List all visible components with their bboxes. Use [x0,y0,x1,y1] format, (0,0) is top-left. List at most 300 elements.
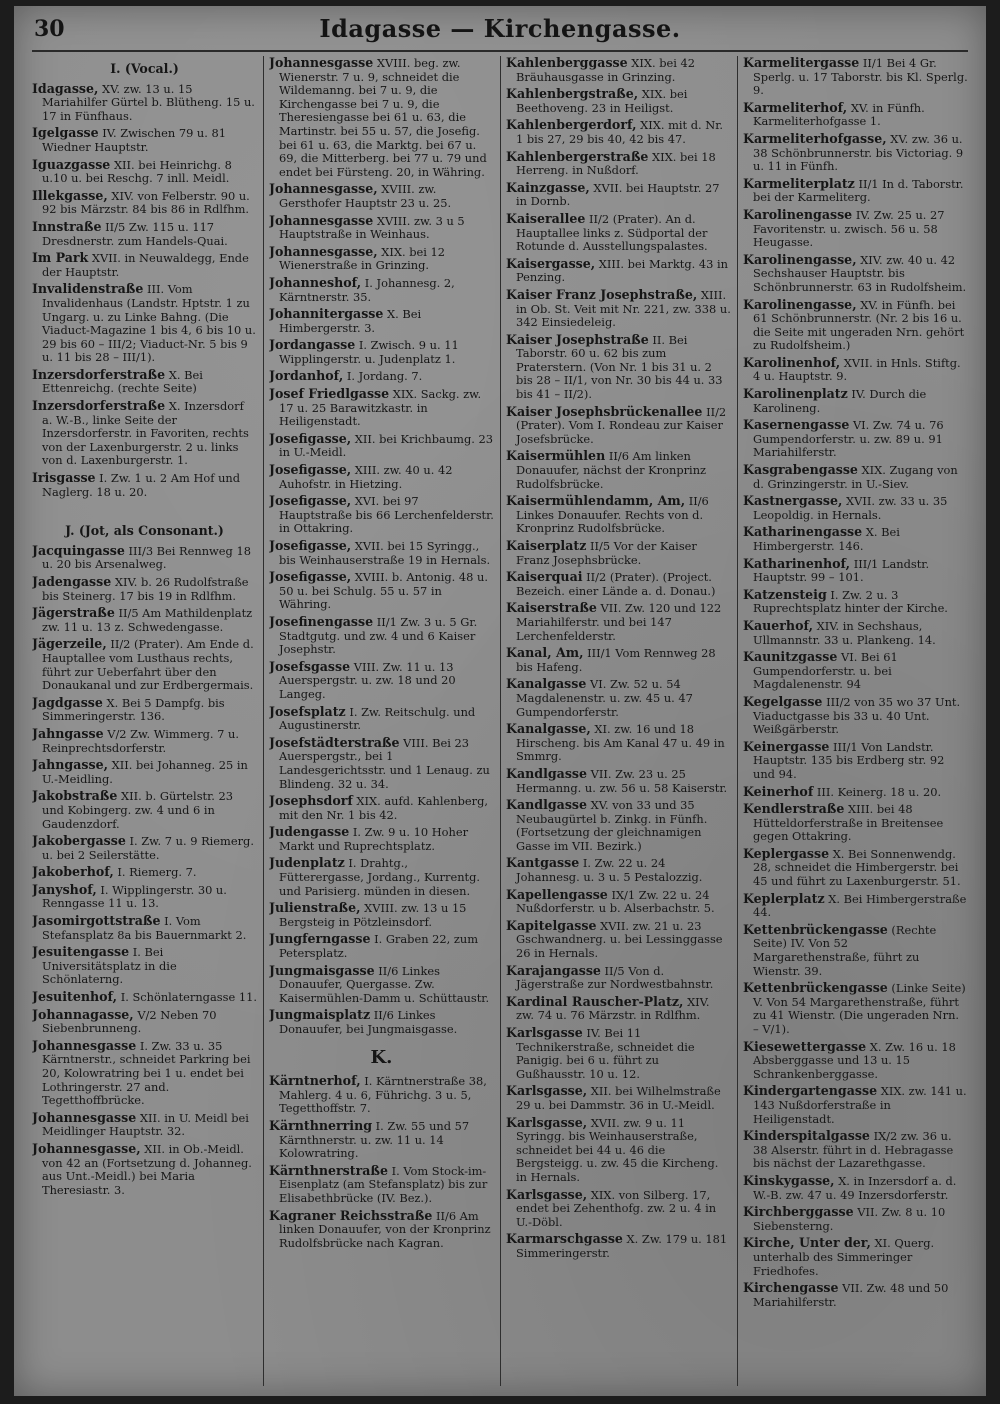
street-description: XV. in Fünfh. bei 61 Schönbrunnerstr. (Nr. 2 bis 16 u. die Seite mit ungeraden Nrn. gehört zu Rudolfsheim.) [753,297,965,353]
street-description: VII. Zw. 8 u. 10 Siebensterng. [753,1205,946,1233]
column-divider [263,56,264,1386]
street-description: X. Zw. 179 u. 181 Simmeringerstr. [516,1232,728,1260]
street-name: Johannesgasse [32,1109,137,1125]
street-description: XIX. mit d. Nr. 1 bis 27, 29 bis 40, 42 bis 47. [516,118,724,146]
street-name: Johannesgasse, [269,181,378,197]
street-name: Jesuitenhof, [32,989,118,1005]
street-description: VI. Zw. 52 u. 54 Magdalenenstr. u. zw. 45 u. 47 Gumpendorferstr. [516,677,693,719]
directory-entry [743,1205,968,1233]
street-name: Inzersdorferstraße [32,366,166,382]
directory-entry [269,182,494,210]
street-name: Kainzgasse, [506,179,590,195]
street-description: XII. bei Wilhelmstraße 29 u. bei Dammstr. 36 in U.-Meidl. [516,1084,721,1112]
street-name: Kahlenbergerstraße [506,148,649,164]
directory-entry [743,387,968,415]
street-description: XIV. in Sechshaus, Ullmannstr. 33 u. Plankeng. 14. [753,618,936,647]
street-description: II. Bei Taborstr. 60 u. 62 bis zum Praterstern. (Von Nr. 1 bis 31 u. 2 bis 28 – II/1, von Nr. 30 bis 44 u. 33 bis 41 – II/2). [516,332,723,402]
directory-entry [506,677,731,719]
street-description: II/2 (Prater). Am Ende d. Hauptallee vom Lusthaus rechts, führt zur Ueberfahrt über den Donaukanal und zur Erdbergermais. [42,637,254,693]
street-description: XV. zw. 36 u. 38 Schönbrunnerstr. bis Victoriag. 9 u. 11 in Fünfh. [753,131,964,174]
street-description: VIII. Bei 23 Auerspergstr., bei 1 Landesgerichtsstr. und 1 Lenaug. zu Blindeng. 32 u. 34. [279,735,490,791]
street-description: II/6 Linkes Donauufer, Quergasse. Zw. Kaisermühlen-Damm u. Schüttaustr. [279,963,490,1005]
street-description: XII. bei Heinrichg. 8 u.10 u. bei Reschg. 7 inll. Meidl. [42,157,232,186]
street-name: Kaiserquai [506,569,583,585]
street-description: VII. Zw. 120 und 122 Mariahilferstr. und bei 147 Lerchenfelderstr. [516,601,722,643]
street-description: (Rechte Seite) IV. Von 52 Margarethenstraße, führt zu Wienstr. 39. [753,922,937,978]
street-name: Karlsgasse, [506,1186,588,1202]
directory-entry [269,245,494,273]
street-name: Kahlenbergstraße, [506,86,639,102]
street-name: Karolinengasse [743,206,853,222]
street-description: X. Bei Himbergerstraße 44. [753,891,967,920]
directory-entry [269,705,494,733]
street-description: XVII. zw. 21 u. 23 Gschwandnerg. u. bei Lessinggasse 26 in Hernals. [516,918,723,961]
scanned-page [14,6,986,1396]
street-description: II/2 (Prater). Vom I. Rondeau zur Kaiser Josefsbrücke. [516,404,727,446]
page-header [14,12,986,50]
street-name: Iguazgasse [32,156,111,172]
directory-entry [269,615,494,657]
street-name: Josefstädterstraße [269,734,400,750]
street-name: Jadengasse [32,574,112,589]
street-name: Kauerhof, [743,617,813,633]
street-name: Johannesgasse, [269,243,378,259]
street-description: I. Zw. 7 u. 9 Riemerg. u. bei 2 Seilerstätte. [42,834,254,862]
street-description: X. Bei Himbergerstr. 3. [279,307,422,335]
street-description: XIX. zw. 141 u. 143 Nußdorferstraße in Heiligenstadt. [753,1084,967,1126]
directory-entry [506,722,731,764]
directory-entry [32,1111,257,1139]
street-name: Judenplatz [269,855,345,871]
street-description: VI. Zw. 74 u. 76 Gumpendorferstr. u. zw. 89 u. 91 Mariahilferstr. [753,418,944,460]
street-description: II/5 Am Mathildenplatz zw. 11 u. 13 z. Schwedengasse. [42,606,253,634]
street-name: Kettenbrückengasse [743,921,888,937]
street-description: VII. Zw. 23 u. 25 Hermanng. u. zw. 56 u. 58 Kaiserstr. [516,766,728,795]
directory-entry [269,276,494,304]
street-description: XV. von 33 und 35 Neubaugürtel b. Zinkg. in Fünfh. (Fortsetzung der gleichnamigen Gasse im VII. Bezirk.) [516,798,708,853]
street-description: I. Zwisch. 9 u. 11 Wipplingerstr. u. Judenplatz 1. [279,338,459,366]
directory-entry [32,834,257,862]
street-name: Irisgasse [32,470,96,486]
street-name: Karmarschgasse [506,1231,623,1247]
street-description: II/5 Zw. 115 u. 117 Dresdnerstr. zum Handels-Quai. [42,219,228,248]
street-name: Jordanhof, [269,368,344,384]
directory-entry [32,220,257,248]
directory-entry [506,405,731,447]
street-description: II/6 Linkes Donauufer, bei Jungmaisgasse. [279,1008,458,1036]
street-description: XIX. bei 12 Wienerstraße in Grinzing. [279,244,446,273]
street-name: Kaiser Franz Josephstraße, [506,286,698,302]
street-description: XIV. b. 26 Rudolfstraße bis Steinerg. 17 bis 19 in Rdlfhm. [42,575,249,603]
street-name: Karmeliterhofgasse, [743,130,887,146]
directory-entry [743,56,968,98]
street-name: Kaiser Josephstraße [506,331,649,347]
directory-entry [743,101,968,129]
street-name: Kahlenbergerdorf, [506,117,637,133]
street-description: IV. Zw. 25 u. 27 Favoritenstr. u. zwisch. 56 u. 58 Heugasse. [753,207,945,250]
street-description: XV. zw. 13 u. 15 Mariahilfer Gürtel b. Blütheng. 15 u. 17 in Fünfhaus. [42,81,255,123]
directory-entry [743,132,968,174]
street-description: XII. in U. Meidl bei Meidlinger Hauptstr. 32. [42,1110,249,1139]
directory-entry [743,208,968,250]
street-name: Keplerplatz [743,890,825,906]
street-name: Kaiserplatz [506,538,587,553]
street-name: Karmelitergasse [743,56,860,70]
column-divider [737,56,738,1386]
directory-entry [269,1209,494,1251]
directory-entry [743,695,968,737]
street-name: Josefigasse, [269,462,352,478]
street-description: XVIII. zw. Gersthofer Hauptstr 23 u. 25. [279,182,452,210]
directory-entry [743,418,968,460]
street-name: Kanalgasse [506,676,587,692]
street-name: Kanal, Am, [506,645,584,661]
directory-entry [506,798,731,853]
street-name: Janyshof, [32,881,97,897]
street-description: I. Zw. 55 und 57 Kärnthnerstr. u. zw. 11 u. 14 Kolowratring. [279,1118,470,1161]
street-description: XVII. in Hnls. Stiftg. 4 u. Hauptstr. 9. [753,355,961,384]
street-name: Karmeliterplatz [743,175,855,191]
street-name: Jägerzeile, [32,636,107,652]
street-name: Karajangasse [506,962,601,978]
directory-entry [32,789,257,831]
street-name: Kandlgasse [506,765,588,781]
street-name: Jahngasse [32,725,104,741]
street-description: II/5 Von d. Jägerstraße zur Nordwestbahnstr. [516,963,714,992]
street-name: Jägerstraße [32,605,115,621]
street-description: I. Zw. 22 u. 24 Johannesg. u. 3 u. 5 Pestalozzig. [516,856,703,885]
street-name: Jungmaisplatz [269,1007,371,1023]
street-description: I. Jordang. 7. [343,369,423,384]
street-name: Josephsdorf [269,793,353,809]
street-name: Josefigasse, [269,538,352,553]
street-description: III/1 Vom Rennweg 28 bis Hafeng. [516,646,716,674]
street-name: Igelgasse [32,125,99,141]
directory-entry [743,177,968,205]
street-description: XII. in Ob.-Meidl. von 42 an (Fortsetzung d. Johanneg. aus Unt.-Meidl.) bei Maria Theresiastr. 3. [42,1141,252,1197]
directory-entry [743,525,968,553]
directory-entry [743,802,968,844]
street-description: IX/2 zw. 36 u. 38 Alserstr. führt in d. Hebragasse bis nächst der Lazarethgasse. [753,1129,954,1171]
street-description: XII. b. Gürtelstr. 23 und Kobingerg. zw. 4 und 6 in Gaudenzdorf. [42,789,234,831]
directory-entry [269,432,494,460]
street-description: X. Bei 5 Dampfg. bis Simmeringerstr. 136. [42,695,225,724]
street-name: Karolinenhof, [743,354,841,370]
spacer [32,502,257,518]
section-heading: J. (Jot, als Consonant.) [65,523,224,539]
street-name: Keinerhof [743,783,814,799]
street-description: XIX. von Silberg. 17, endet bei Zehenthofg. zw. 2 u. 4 in U.-Döbl. [516,1187,717,1229]
street-name: Jordangasse [269,337,356,353]
street-name: Josef Friedlgasse [269,386,390,402]
street-description: I. Bei Universitätsplatz in die Schönlaterng. [42,945,177,987]
street-description: XIX. Sackg. zw. 17 u. 25 Barawitzkastr. in Heiligenstadt. [279,387,482,429]
directory-entry [506,919,731,961]
directory-entry [506,1232,731,1260]
directory-entry [32,544,257,572]
street-description: II/2 (Prater). (Project. Bezeich. einer Lände a. d. Donau.) [516,570,716,598]
street-name: Kinskygasse, [743,1172,835,1188]
directory-entry [269,901,494,929]
directory-entry [32,368,257,396]
directory-entry [269,1164,494,1206]
directory-entry [269,539,494,567]
directory-entry [32,637,257,692]
street-description: II/1 Bei 4 Gr. Sperlg. u. 17 Taborstr. bis Kl. Sperlg. 9. [753,56,968,98]
directory-entry [32,883,257,911]
directory-entry [269,494,494,536]
directory-entry [506,118,731,146]
directory-entry [743,1174,968,1202]
directory-entry [506,181,731,209]
directory-entry [269,1008,494,1036]
street-description: II/5 Vor der Kaiser Franz Josephsbrücke. [516,539,697,567]
street-name: Johannesgasse [32,1037,137,1053]
street-description: XII. bei Johanneg. 25 in U.-Meidling. [42,758,248,786]
directory-entry [32,1039,257,1108]
page-number: 30 [34,16,65,42]
directory-entry [506,570,731,598]
directory-entry [506,995,731,1023]
street-description: III. Vom Invalidenhaus (Landstr. Hptstr. 1 zu Ungarg. u. zu Linke Bahng. (Die Viaduct-Magazine 1 bis 4, 6 bis 10 u. 29 bis 60 – III/2; Viaduct-Nr. 5 bis 9 u. 11 bis 28 – III/1). [42,282,256,365]
street-name: Jesuitengasse [32,944,130,960]
directory-entry [32,1008,257,1036]
street-name: Kaiser Josephsbrückenallee [506,403,703,419]
directory-entry [32,575,257,603]
directory-entry [32,158,257,186]
directory-entry [743,557,968,585]
street-description: III/3 Bei Rennweg 18 u. 20 bis Arsenalweg. [42,543,251,572]
street-description: XVII. zw. 9 u. 11 Syringg. bis Weinhauserstraße, schneidet bei 44 u. 46 die Bergsteigg. u. zw. 45 die Kircheng. in Hernals. [516,1115,719,1184]
directory-entry [506,646,731,674]
column-2 [269,56,494,1386]
directory-columns [32,56,968,1388]
street-description: XIII. bei 48 Hütteldorferstraße in Breitensee gegen Ottakring. [753,802,944,844]
column-4 [743,56,968,1386]
street-name: Jagdgasse [32,694,103,710]
street-name: Kapellengasse [506,886,608,902]
street-name: Katharinengasse [743,524,863,540]
street-description: XI. Querg. unterhalb des Simmeringer Friedhofes. [753,1236,935,1278]
street-name: Johannesgasse [269,212,374,228]
street-description: II/6 Linkes Donauufer. Rechts von d. Kronprinz Rudolfsbrücke. [516,494,709,536]
street-name: Jungferngasse [269,931,371,947]
street-description: I. Zw. 1 u. 2 Am Hof und Naglerg. 18 u. 20. [42,471,241,499]
street-name: Kärnthnerring [269,1117,373,1133]
street-name: Illekgasse, [32,187,108,203]
street-name: Johannesgasse [269,56,374,70]
directory-entry [506,601,731,643]
street-description: XIV. von Felberstr. 90 u. 92 bis Märzstr. 84 bis 86 in Rdlfhm. [42,188,250,217]
directory-entry [32,82,257,124]
street-name: Kaisergasse, [506,255,596,271]
directory-entry [32,727,257,755]
street-description: XVIII. beg. zw. Wienerstr. 7 u. 9, schneidet die Wildemanng. bei 7 u. 9, die Kirchengasse bei 7 u. 9, die Theresiengasse bei 61 u. 63, die Martinstr. bei 55 u. 57, die Josefig. bei 61 u. 63, die Marktg. bei 67 u. 69, die Mitterberg. bei 77 u. 79 und endet bei Fürsteng. 20, in Währing. [279,56,487,179]
directory-entry [32,1142,257,1197]
street-description: XVIII. zw. 13 u 15 Bergsteig in Pötzleinsdorf. [279,901,467,929]
street-name: Kirchberggasse [743,1204,854,1220]
directory-entry [269,369,494,384]
street-description: XIX. bei Beethoveng. 23 in Heiligst. [516,87,688,115]
directory-entry [743,847,968,889]
street-name: Kasernengasse [743,417,850,433]
street-description: XIX. aufd. Kahlenberg, mit den Nr. 1 bis 42. [279,794,488,822]
directory-entry [506,856,731,884]
street-description: XIX. Zugang von d. Grinzingerstr. in U.-Siev. [753,463,958,491]
street-description: I. Drahtg., Fütterergasse, Jordang., Kurrentg. und Parisierg. münden in diesen. [279,856,481,898]
street-name: Kärnthnerstraße [269,1162,388,1178]
street-description: XVIII. zw. 3 u 5 Hauptstraße in Weinhaus. [279,213,465,242]
directory-entry [32,606,257,634]
directory-entry [743,923,968,978]
street-description: I. Vom Stock-im-Eisenplatz (am Stefansplatz) bis zur Elisabethbrücke (IV. Bez.). [279,1163,488,1205]
street-description: X. Bei Himbergerstr. 146. [753,525,900,553]
directory-entry [269,387,494,429]
street-description: XII. bei Krichbaumg. 23 in U.-Meidl. [279,431,493,460]
street-name: Karolinengasse, [743,251,857,267]
directory-entry [743,650,968,692]
directory-entry [32,399,257,468]
directory-entry [506,1084,731,1112]
directory-entry [269,825,494,853]
directory-entry [506,56,731,84]
directory-entry [743,356,968,384]
directory-entry [506,539,731,567]
street-name: Kaiserstraße [506,600,597,616]
street-description: I. Graben 22, zum Petersplatz. [279,932,479,961]
street-description: I. Riemerg. 7. [113,865,197,880]
street-name: Julienstraße, [269,900,361,916]
street-name: Josefigasse, [269,430,352,446]
street-description: XIV. zw. 74 u. 76 Märzstr. in Rdlfhm. [516,994,710,1023]
street-name: Josefsplatz [269,703,346,719]
street-name: Kendlerstraße [743,801,845,817]
directory-entry [32,914,257,942]
street-description: X. Bei Sonnenwendg. 28, schneidet die Himbergerstr. bei 45 und führt zu Laxenburgerstr. 51. [753,846,961,889]
street-description: (Linke Seite) V. Von 54 Margarethenstraße, führt zu 41 Wienstr. (Die ungeraden Nrn. – V/1). [753,981,966,1036]
street-name: Jakobstraße [32,788,118,804]
directory-entry [506,333,731,402]
street-description: II/1 Zw. 3 u. 5 Gr. Stadtgutg. und zw. 4 und 6 Kaiser Josephstr. [279,614,478,657]
directory-entry [269,338,494,366]
street-name: Katharinenhof, [743,555,851,571]
directory-entry [32,282,257,365]
directory-entry [743,253,968,295]
street-description: VI. Bei 61 Gumpendorferstr. u. bei Magdalenenstr. 94 [753,650,898,692]
street-description: XIII. bei Marktg. 43 in Penzing. [516,256,728,285]
street-description: X. in Inzersdorf a. d. W.-B. zw. 47 u. 49 Inzersdorferstr. [753,1173,957,1202]
street-description: IV. Zwischen 79 u. 81 Wiedner Hauptstr. [42,126,227,154]
directory-entry [506,494,731,536]
column-1 [32,56,257,1386]
street-description: III. Keinerg. 18 u. 20. [813,784,942,799]
street-name: Kaisermühlen [506,448,606,464]
street-description: XIX. bei 18 Herreng. in Nußdorf. [516,149,716,178]
directory-entry [743,981,968,1036]
column-divider [500,56,501,1386]
street-description: X. Inzersdorf a. W.-B., linke Seite der Inzersdorferstr. in Favoriten, rechts von der Laxenburgerstr. 2 u. links von d. Laxenburgerstr. 1. [42,399,249,468]
directory-entry [506,150,731,178]
directory-entry [506,257,731,285]
street-name: Josefigasse, [269,569,352,585]
directory-entry [506,1026,731,1081]
street-description: I. Johannesg. 2, Kärntnerstr. 35. [279,275,455,304]
street-name: Kirche, Unter der, [743,1235,871,1251]
street-name: Invalidenstraße [32,281,144,297]
directory-entry [743,1040,968,1082]
header-rule [32,50,968,52]
street-name: Innstraße [32,218,102,234]
street-name: Keplergasse [743,845,830,861]
street-description: XIII. in Ob. St. Veit mit Nr. 221, zw. 338 u. 342 Einsiedeleig. [516,287,731,330]
street-description: XIX. bei 42 Bräuhausgasse in Grinzing. [516,56,696,84]
directory-entry [269,964,494,1006]
street-name: Judengasse [269,824,350,840]
street-name: Karolinengasse, [743,296,857,312]
directory-entry [32,189,257,217]
street-description: III/1 Von Landstr. Hauptstr. 135 bis Erdberg str. 92 und 94. [753,739,945,781]
street-description: V/2 Neben 70 Siebenbrunneng. [42,1007,217,1036]
street-name: Kindergartengasse [743,1083,878,1099]
directory-entry [506,288,731,330]
street-description: XVII. bei 15 Syringg., bis Weinhauserstraße 19 in Hernals. [279,539,491,567]
street-name: Johannagasse, [32,1006,134,1022]
directory-entry [32,696,257,724]
street-description: I. Zw. 9 u. 10 Hoher Markt und Ruprechtsplatz. [279,825,469,853]
directory-entry [32,251,257,279]
running-title: Idagasse — Kirchengasse. [319,14,681,43]
street-description: X. Zw. 16 u. 18 Absberggasse und 13 u. 15 Schrankenberggasse. [753,1039,956,1081]
directory-entry [743,588,968,616]
street-name: Kastnergasse, [743,493,843,509]
street-name: Jungmaisgasse [269,962,375,978]
street-description: I. Zw. Reitschulg. und Augustinerstr. [279,704,476,733]
street-name: Josefigasse, [269,493,352,509]
directory-entry [506,767,731,795]
directory-entry [32,865,257,880]
street-name: Kärntnerhof, [269,1073,361,1089]
directory-entry [743,892,968,920]
street-name: Johannitergasse [269,306,384,322]
street-description: IV. Bei 11 Technikerstraße, schneidet die Panigig. bei 6 u. führt zu Gußhausstr. 10 u. 12. [516,1026,695,1081]
street-name: Karolinenplatz [743,386,848,402]
street-description: I. Wipplingerstr. 30 u. Renngasse 11 u. 13. [42,882,227,911]
section-heading: I. (Vocal.) [110,61,179,76]
directory-entry [269,932,494,960]
street-description: XVII. zw. 33 u. 35 Leopoldig. in Hernals. [753,494,948,522]
street-name: Kegelgasse [743,693,823,709]
street-description: II/1 In d. Taborstr. bei der Karmeliterg. [753,176,964,205]
directory-entry [506,87,731,115]
street-name: Jahngasse, [32,757,108,773]
street-name: Johanneshof, [269,274,362,290]
street-description: VIII. Zw. 11 u. 13 Auerspergstr. u. zw. 18 und 20 Langeg. [279,659,456,701]
street-description: XI. zw. 16 und 18 Hirscheng. bis Am Kanal 47 u. 49 in Smmrg. [516,722,725,764]
street-description: XIV. zw. 40 u. 42 Sechshauser Hauptstr. bis Schönbrunnerstr. 63 in Rudolfsheim. [753,252,967,294]
directory-entry [506,888,731,916]
street-name: Kagraner Reichsstraße [269,1207,433,1223]
street-name: Kiesewettergasse [743,1038,867,1054]
street-description: I. Schönlaterngasse 11. [117,990,257,1005]
street-name: Jasomirgottstraße [32,913,161,929]
street-name: Kirchengasse [743,1280,839,1296]
directory-entry [32,758,257,786]
street-description: I. Zw. 2 u. 3 Ruprechtsplatz hinter der Kirche. [753,587,948,616]
directory-entry [743,619,968,647]
street-name: Josefsgasse [269,658,351,674]
street-description: V/2 Zw. Wimmerg. 7 u. Reinprechtsdorferstr. [42,726,239,755]
directory-entry [743,1129,968,1171]
